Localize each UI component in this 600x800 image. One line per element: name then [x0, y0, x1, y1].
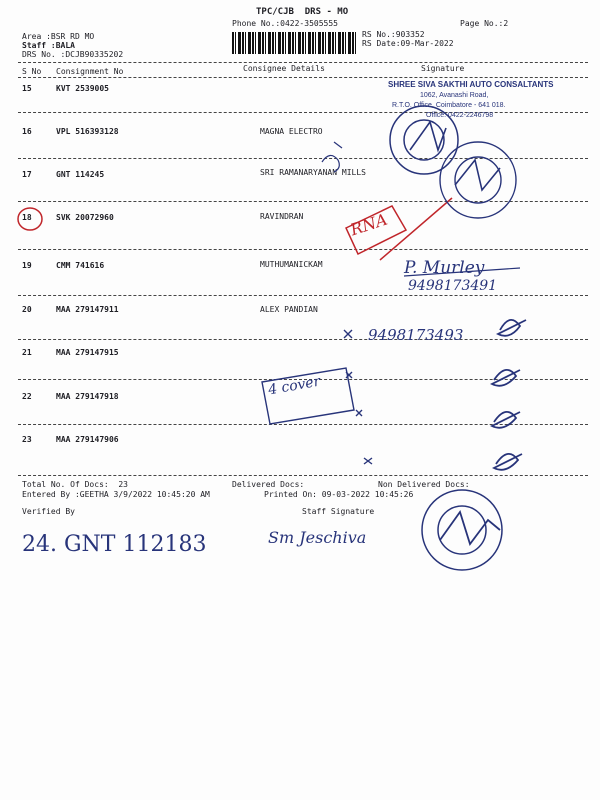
round-stamp-icon	[440, 142, 516, 218]
row-consignment: MAA 279147915	[56, 348, 119, 357]
stamp-address-1: 1062, Avanashi Road,	[420, 92, 489, 99]
printed-on: Printed On: 09-03-2022 10:45:26	[264, 490, 414, 499]
total-docs: Total No. Of Docs: 23	[22, 480, 128, 489]
handwritten-box-note: 4 cover	[267, 373, 322, 399]
non-delivered-docs: Non Delivered Docs:	[378, 480, 470, 489]
delivered-docs: Delivered Docs:	[232, 480, 305, 489]
handwritten-phone-2: 9498173493	[368, 326, 464, 344]
row-sno: 19	[22, 261, 32, 270]
row-consignment: CMM 741616	[56, 261, 105, 270]
col-sno: S No	[22, 67, 42, 76]
cross-mark	[344, 330, 372, 464]
handwritten-signature-name: P. Murley	[404, 258, 485, 278]
signature-scribble	[410, 122, 446, 150]
signature-scribble	[498, 320, 526, 336]
row-divider	[18, 201, 588, 202]
signature-scribble	[492, 370, 520, 386]
round-stamp-icon	[422, 490, 502, 570]
verified-by: Verified By	[22, 507, 75, 516]
col-consignee: Consignee Details	[243, 64, 325, 73]
handwritten-staff-signature: Sm Jeschiva	[268, 528, 367, 547]
row-sno: 17	[22, 170, 32, 179]
phone-number: Phone No.:0422-3505555	[232, 19, 338, 28]
stamp-address-2: R.T.O. Office, Coimbatore - 641 018.	[392, 102, 506, 109]
row-divider	[18, 295, 588, 296]
row-consignment: KVT 2539005	[56, 84, 109, 93]
page-number: Page No.:2	[460, 19, 509, 28]
row-divider	[18, 112, 588, 113]
row-divider	[18, 158, 588, 159]
row-sno: 15	[22, 84, 32, 93]
stamp-phone: Office: 0422-2246798	[426, 112, 494, 119]
area-label: Area :BSR RD MO	[22, 32, 95, 41]
row-consignee: RAVINDRAN	[260, 212, 304, 221]
signature-scribble	[494, 454, 522, 470]
row-consignment: MAA 279147906	[56, 435, 119, 444]
col-signature: Signature	[421, 64, 465, 73]
row-consignee: MUTHUMANICKAM	[260, 260, 323, 269]
row-divider	[18, 475, 588, 476]
divider	[18, 77, 588, 78]
staff-label: Staff :BALA	[22, 41, 75, 50]
row-divider	[18, 424, 588, 425]
row-sno: 18	[22, 213, 32, 222]
red-strike-mark	[380, 198, 452, 260]
row-divider	[18, 249, 588, 250]
row-consignee: MAGNA ELECTRO	[260, 127, 323, 136]
stamp-company-name: SHREE SIVA SAKTHI AUTO CONSALTANTS	[388, 80, 554, 89]
row-divider	[18, 339, 588, 340]
row-consignment: SVK 20072960	[56, 213, 114, 222]
tick-mark	[334, 142, 342, 148]
report-title: TPC/CJB DRS - MO	[256, 7, 349, 17]
signature-scribble	[492, 412, 520, 428]
barcode	[232, 32, 358, 54]
row-sno: 20	[22, 305, 32, 314]
row-consignment: GNT 114245	[56, 170, 105, 179]
rs-date: RS Date:09-Mar-2022	[362, 39, 454, 48]
row-sno: 16	[22, 127, 32, 136]
row-consignment: MAA 279147911	[56, 305, 119, 314]
handwritten-bottom-note: 24. GNT 112183	[22, 532, 207, 557]
staff-signature-label: Staff Signature	[302, 507, 375, 516]
row-sno: 21	[22, 348, 32, 357]
row-sno: 22	[22, 392, 32, 401]
row-consignment: VPL 516393128	[56, 127, 119, 136]
signature-scribble	[455, 160, 500, 190]
row-consignment: MAA 279147918	[56, 392, 119, 401]
drs-number: DRS No. :DCJB90335202	[22, 50, 124, 59]
signature-scribble	[440, 512, 500, 544]
handwritten-rna: RNA	[347, 209, 390, 240]
row-sno: 23	[22, 435, 32, 444]
col-consignment: Consignment No	[56, 67, 124, 76]
divider	[18, 62, 588, 63]
row-consignee: ALEX PANDIAN	[260, 305, 318, 314]
entered-by: Entered By :GEETHA 3/9/2022 10:45:20 AM	[22, 490, 210, 499]
row-consignee: SRI RAMANARYANAN MILLS	[260, 168, 366, 177]
rs-number: RS No.:903352	[362, 30, 425, 39]
handwritten-phone-1: 9498173491	[408, 278, 498, 294]
